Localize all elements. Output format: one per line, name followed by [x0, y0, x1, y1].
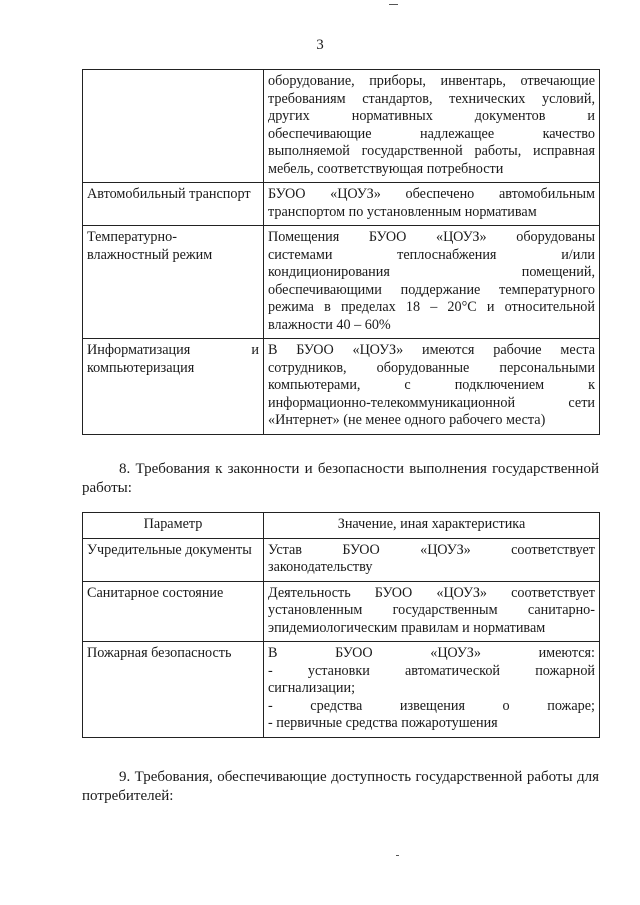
cell-line: Пожарная безопасность [87, 645, 232, 661]
value-cell [264, 183, 600, 226]
cell-line: - средства извещения о пожаре; [268, 697, 595, 714]
cell-line: обеспечивающие надлежащее качество [268, 125, 595, 142]
heading-line: потребителей: [82, 788, 174, 804]
requirements-table-resources [82, 69, 600, 435]
requirements-table-legality [82, 512, 600, 738]
value-cell [264, 642, 600, 738]
table-row [83, 642, 600, 738]
param-cell [83, 538, 264, 581]
cell-line: «Интернет» (не менее одного рабочего места) [268, 412, 546, 428]
cell-line: оборудование, приборы, инвентарь, отвечающие [268, 73, 595, 89]
cell-line: транспортом по установленным нормативам [268, 203, 537, 220]
value-cell [264, 70, 600, 183]
param-cell [83, 581, 264, 642]
header-value: Значение, иная характеристика [264, 513, 600, 539]
cell-line: Информатизация и [87, 342, 259, 358]
page-number: 3 [316, 37, 324, 53]
cell-line: выполняемой государственной работы, исправная [268, 143, 595, 159]
cell-line: БУОО «ЦОУЗ» обеспечено автомобильным [268, 186, 595, 202]
cell-line: информационно-телекоммуникационной сети [268, 394, 595, 411]
cell-line: компьютерами, с подключением к [268, 377, 595, 393]
table-row [83, 581, 600, 642]
param-cell [83, 70, 264, 183]
cell-line: Деятельность БУОО «ЦОУЗ» соответствует [268, 584, 595, 601]
table-row [83, 70, 600, 183]
cell-line: законодательству [268, 559, 373, 575]
header-param: Параметр [83, 513, 264, 539]
cell-line: режима в пределах 18 – 20°С и относительной [268, 299, 595, 315]
value-cell [264, 581, 600, 642]
heading-line: 8. Требования к законности и безопасности выполнения государственной [119, 461, 599, 477]
cell-line: кондиционирования помещений, [268, 264, 595, 280]
cell-line: мебель, соответствующая потребности [268, 160, 504, 177]
cell-line: Температурно- [87, 229, 177, 245]
cell-line: Устав БУОО «ЦОУЗ» соответствует [268, 541, 595, 558]
cell-line: Учредительные документы [87, 541, 252, 558]
cell-line: сотрудников, оборудованные персональными [268, 359, 595, 376]
section-9-heading [82, 768, 599, 806]
cell-line: Автомобильный транспорт [87, 186, 251, 202]
table-row [83, 339, 600, 435]
table-row [83, 183, 600, 226]
cell-line: сигнализации; [268, 680, 356, 696]
cell-line: эпидемиологическим правилам и нормативам [268, 619, 546, 636]
cell-line: компьютеризация [87, 359, 195, 376]
value-cell [264, 226, 600, 339]
table-body [83, 70, 600, 435]
cell-line: влажности 40 – 60% [268, 316, 391, 333]
value-cell [264, 339, 600, 435]
table-row [83, 226, 600, 339]
cell-line: влажностный режим [87, 246, 213, 263]
param-cell [83, 339, 264, 435]
value-cell [264, 538, 600, 581]
table-body [83, 538, 600, 737]
cell-line: других нормативных документов и [268, 108, 595, 124]
cell-line: - первичные средства пожаротушения [268, 715, 498, 731]
heading-line: 9. Требования, обеспечивающие доступность государственной работы для [119, 769, 599, 785]
param-cell [83, 183, 264, 226]
table-header-row [83, 513, 600, 539]
cell-line: - установки автоматической пожарной [268, 662, 595, 679]
param-cell [83, 226, 264, 339]
scan-mark-top [389, 4, 398, 5]
cell-line: обеспечивающими поддержание температурного [268, 281, 595, 298]
cell-line: Санитарное состояние [87, 584, 224, 601]
cell-line: Помещения БУОО «ЦОУЗ» оборудованы [268, 229, 595, 245]
param-cell [83, 642, 264, 738]
section-8-heading [82, 460, 599, 498]
table-row [83, 538, 600, 581]
cell-line: системами теплоснабжения и/или [268, 246, 595, 263]
cell-line: В БУОО «ЦОУЗ» имеются: [268, 645, 595, 661]
cell-line: В БУОО «ЦОУЗ» имеются рабочие места [268, 342, 595, 358]
cell-line: требованиям стандартов, технических условий, [268, 90, 595, 107]
cell-line: установленным государственным санитарно- [268, 602, 595, 618]
heading-line: работы: [82, 480, 132, 496]
scan-mark-bottom [396, 855, 399, 856]
